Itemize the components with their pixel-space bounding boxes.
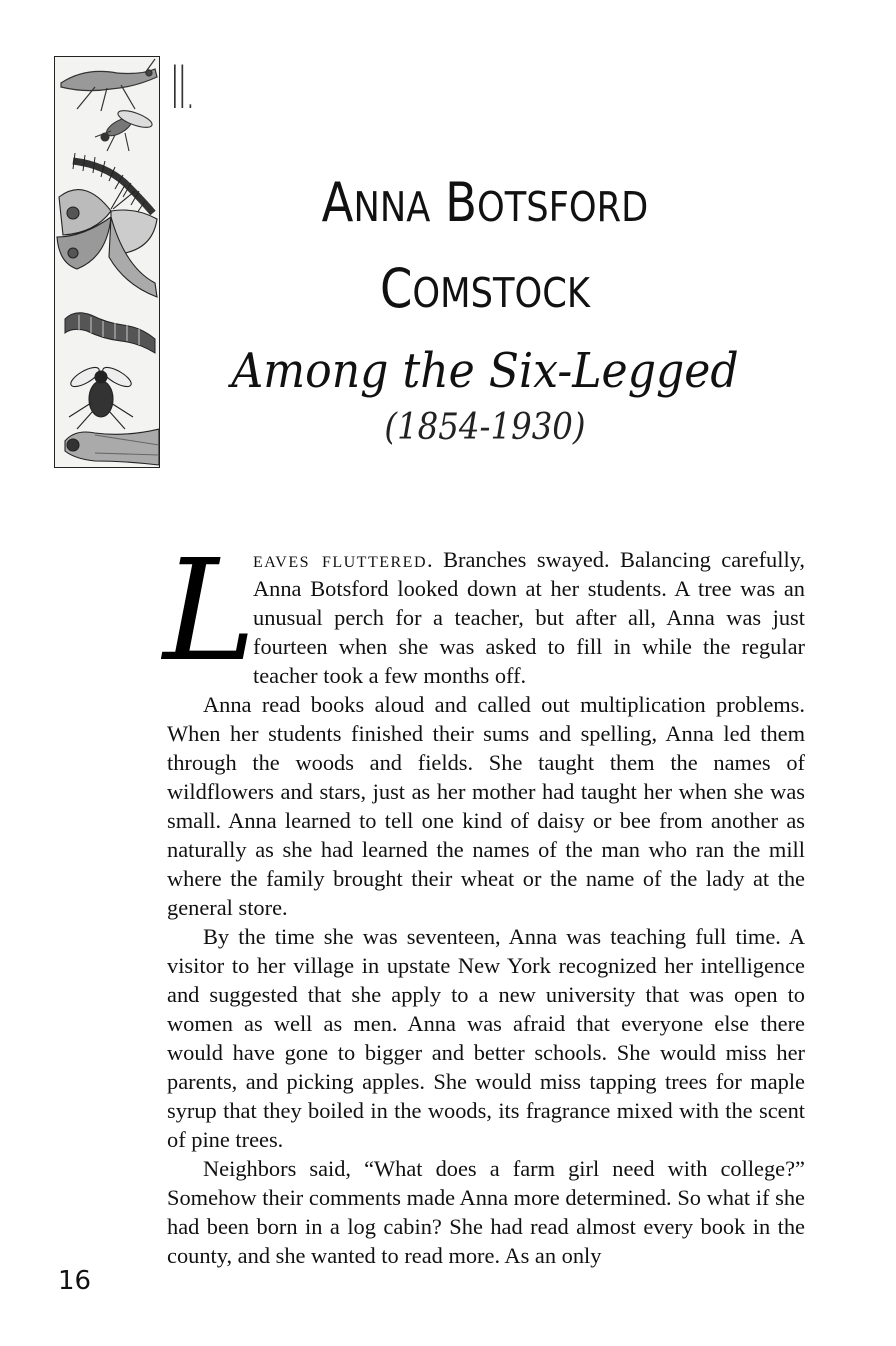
chapter-dates: (1854-1930) xyxy=(384,407,586,448)
bee-icon xyxy=(68,364,134,429)
paragraph-3: By the time she was seventeen, Anna was teaching full time. A visitor to her village in upstate New York recognized her intelligence and suggested that she apply to a new university that was open to women as well as men. Anna was afraid that everyone else there would have gone to bigger and better schools. She would miss her parents, and picking apples. She would miss tapping trees for maple syrup that they boiled in the woods, its fragrance mixed with the scent of pine trees. xyxy=(167,924,805,1152)
chapter-body-text xyxy=(163,530,806,1270)
drop-cap: L xyxy=(163,530,256,693)
chapter-number: II. xyxy=(170,53,194,123)
caterpillar-icon xyxy=(65,313,155,353)
chapter-title-line-2: COMSTOCK xyxy=(379,257,591,320)
grasshopper-icon xyxy=(61,59,157,111)
paragraph-1-text: . Branches swayed. Balancing carefully, Anna Botsford looked down at her students. A tree was an unusual perch for a teacher, but after all, Anna was just fourteen when she was asked to fill in while the regular teacher took a few months off. xyxy=(253,547,806,688)
paragraph-2: Anna read books aloud and called out multiplication problems. When her students finished their sums and spelling, Anna led them through the woods and fields. She taught them the names of wildflowers and stars, just as her mother had taught her when she was small. Anna learned to tell one kind of daisy or bee from another as naturally as she had learned the names of the man who ran the mill where the family brought their wheat or the name of the lady at the general store. xyxy=(167,692,805,920)
insect-illustration xyxy=(55,57,159,467)
chapter-subtitle: Among the Six-Legged xyxy=(231,343,739,399)
insect-illustration-strip xyxy=(54,56,160,468)
chapter-title-line-1: ANNA BOTSFORD xyxy=(321,171,649,234)
paragraph-4: Neighbors said, “What does a farm girl need with college?” Somehow their comments made Anna more determined. So what if she had been born in a log cabin? She had read almost every book in the county, and she wanted to read more. As an only xyxy=(167,1156,805,1268)
chapter-title-block xyxy=(160,162,810,454)
page-number: 16 xyxy=(58,1266,92,1296)
wasp-icon xyxy=(95,107,154,151)
cicada-icon xyxy=(65,429,159,465)
lead-in-small-caps: eaves fluttered xyxy=(253,547,428,572)
paragraph-1 xyxy=(163,530,806,693)
